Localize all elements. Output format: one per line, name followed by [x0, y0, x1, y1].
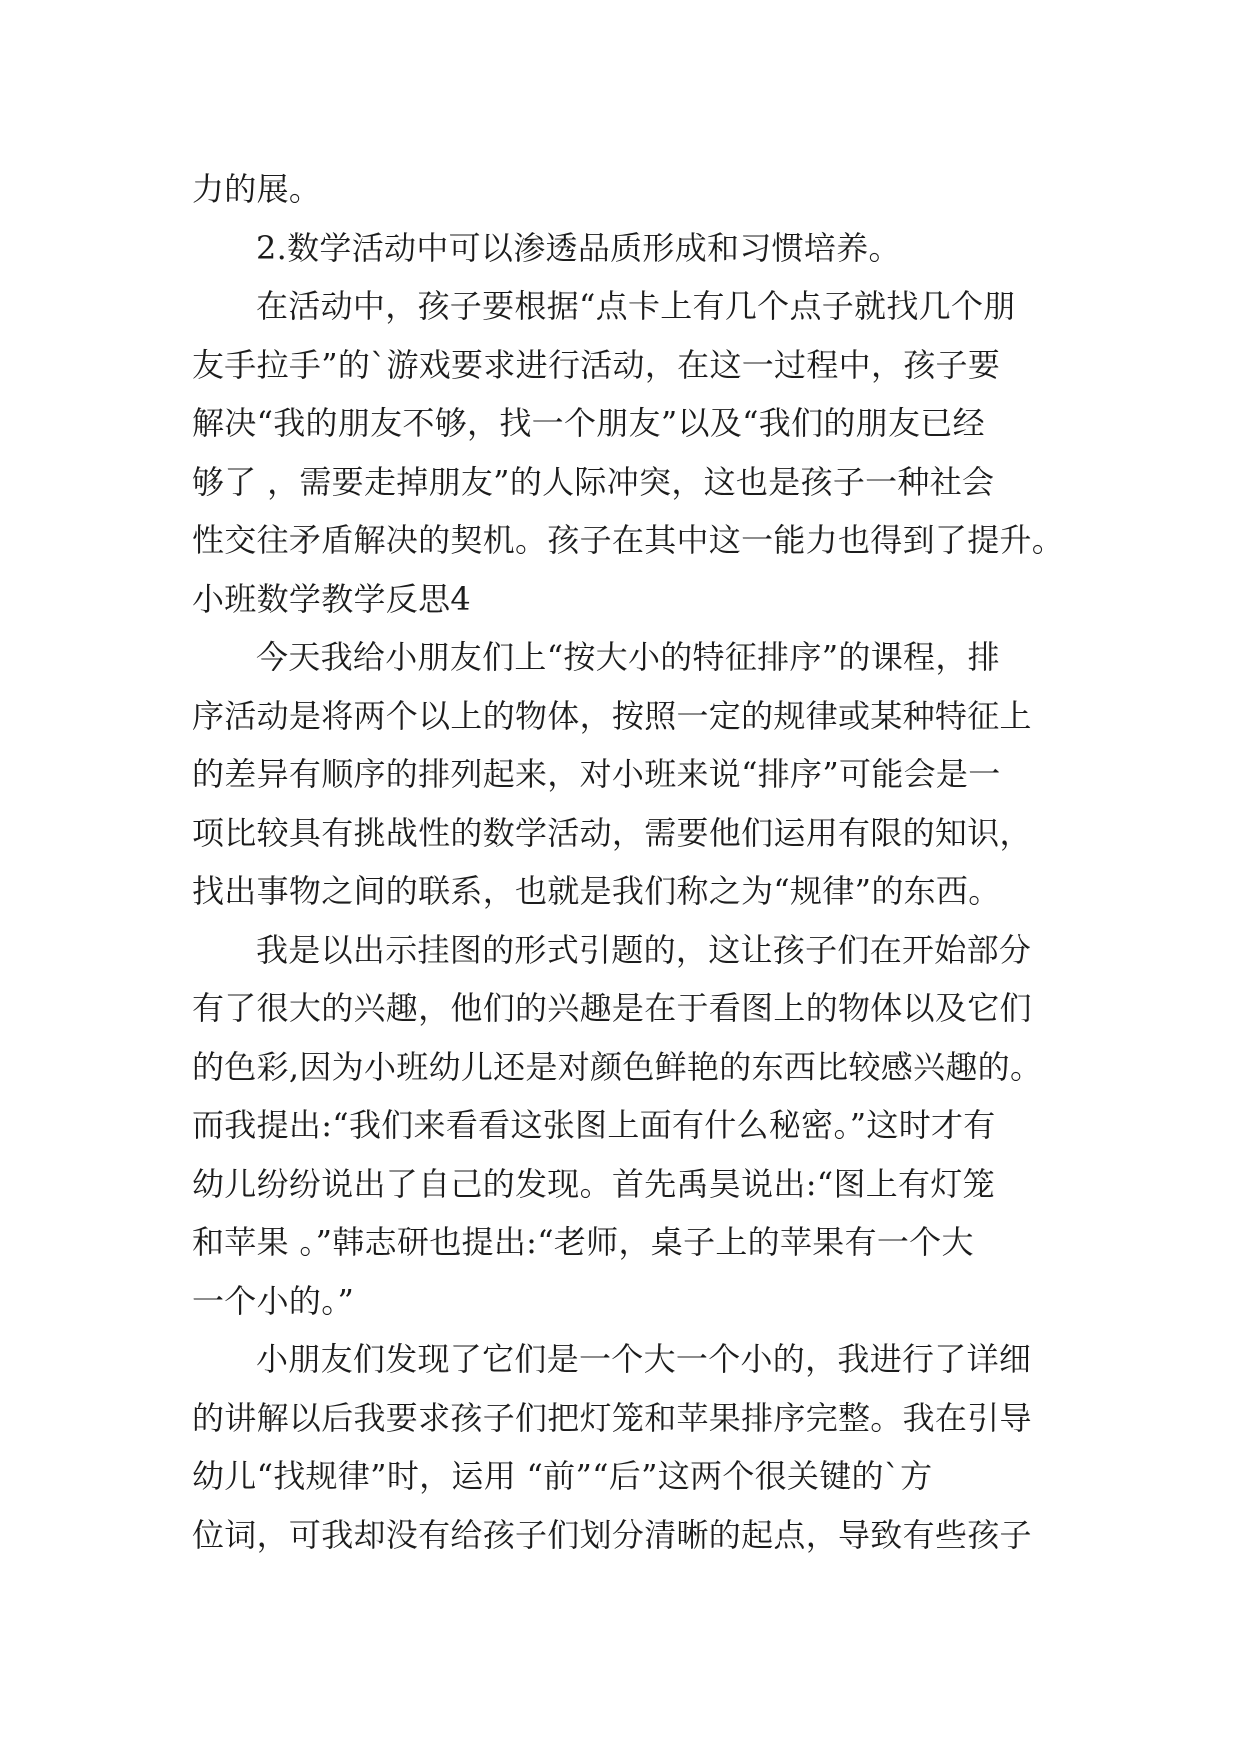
text-line: 解决“我的朋友不够，找一个朋友”以及“我们的朋友已经 [192, 404, 985, 442]
text-line: 位词，可我却没有给孩子们划分清晰的起点，导致有些孩子 [192, 1515, 1032, 1554]
text-line: 在活动中，孩子要根据“点卡上有几个点子就找几个朋 [256, 287, 1016, 325]
text-line: 和苹果 。”韩志研也提出:“老师，桌子上的苹果有一个大 [192, 1223, 974, 1261]
text-line: 友手拉手”的`游戏要求进行活动，在这一过程中，孩子要 [192, 345, 1001, 384]
text-line: 一个小的。” [192, 1281, 355, 1320]
text-line: 序活动是将两个以上的物体，按照一定的规律或某种特征上 [192, 696, 1032, 735]
text-line: 性交往矛盾解决的契机。孩子在其中这一能力也得到了提升。 [192, 521, 1065, 559]
section-heading: 小班数学教学反思4 [192, 579, 472, 618]
text-line: 的色彩,因为小班幼儿还是对颜色鲜艳的东西比较感兴趣的。 [192, 1047, 1043, 1086]
text-line: 的讲解以后我要求孩子们把灯笼和苹果排序完整。我在引导 [192, 1398, 1032, 1437]
text-line: 力的展。 [192, 170, 322, 208]
document-page [192, 160, 1065, 1564]
text-line: 有了很大的兴趣，他们的兴趣是在于看图上的物体以及它们 [192, 989, 1032, 1027]
text-line: 幼儿纷纷说出了自己的发现。首先禹昊说出:“图上有灯笼 [192, 1164, 995, 1203]
text-line: 小朋友们发现了它们是一个大一个小的，我进行了详细 [256, 1340, 1032, 1378]
text-line: 够了 ，需要走掉朋友”的人际冲突，这也是孩子一种社会 [192, 462, 995, 501]
text-line: 找出事物之间的联系，也就是我们称之为“规律”的东西。 [192, 872, 1001, 910]
text-line: 的差异有顺序的排列起来，对小班来说“排序”可能会是一 [192, 755, 1001, 793]
text-line: 2.数学活动中可以渗透品质形成和习惯培养。 [256, 228, 901, 267]
text-line: 项比较具有挑战性的数学活动，需要他们运用有限的知识， [192, 813, 1032, 852]
text-line: 今天我给小朋友们上“按大小的特征排序”的课程，排 [256, 638, 1000, 676]
text-line: 我是以出示挂图的形式引题的，这让孩子们在开始部分 [256, 930, 1032, 969]
text-line: 幼儿“找规律”时，运用 “前”“后”这两个很关键的`方 [192, 1457, 933, 1495]
text-line: 而我提出:“我们来看看这张图上面有什么秘密。”这时才有 [192, 1106, 996, 1144]
